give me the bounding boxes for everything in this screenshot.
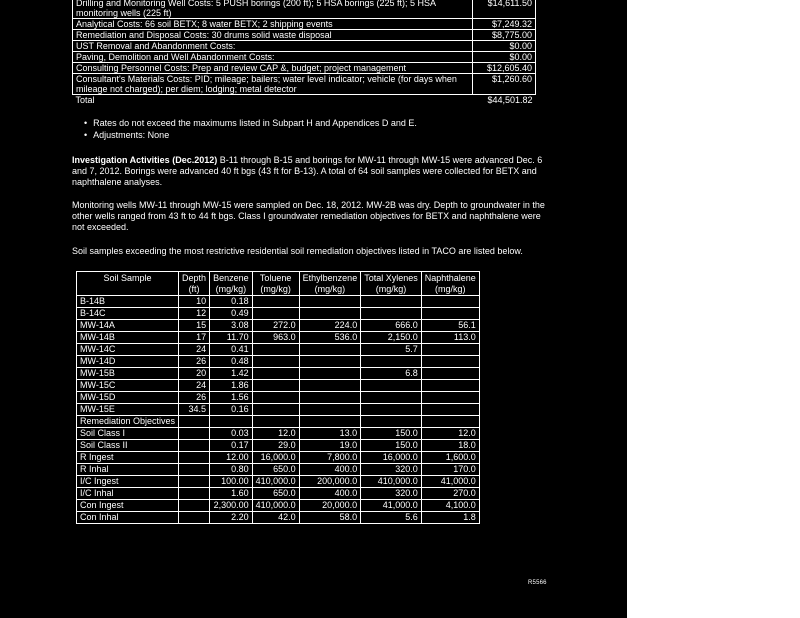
soil-column-header xyxy=(210,272,253,296)
sample-value: 224.0 xyxy=(299,320,361,332)
sample-value xyxy=(252,404,299,416)
sample-value xyxy=(421,344,479,356)
cost-amount: $14,611.50 xyxy=(473,0,536,19)
sample-value: 272.0 xyxy=(252,320,299,332)
sample-value: 10 xyxy=(179,296,210,308)
sample-value xyxy=(361,380,422,392)
sample-value xyxy=(421,404,479,416)
sample-id: MW-14A xyxy=(77,320,179,332)
objective-value: 20,000.0 xyxy=(299,500,361,512)
sample-value xyxy=(299,308,361,320)
note-item: • Rates do not exceed the maximums listed in Subpart H and Appendices D and E. xyxy=(84,117,417,129)
monitoring-paragraph: Monitoring wells MW-11 through MW-15 were sampled on Dec. 18, 2012. MW-2B was dry. Depth to groundwater in the other wells ranged from 43 ft to 44 ft bgs. Class I groundwater remediation objectives for BETX and naphthalene were not exceeded. xyxy=(72,200,545,232)
sample-value xyxy=(361,308,422,320)
empty-cell xyxy=(179,500,210,512)
sample-value xyxy=(421,356,479,368)
sample-value xyxy=(252,392,299,404)
soil-column-header xyxy=(179,272,210,296)
cost-amount: $8,775.00 xyxy=(473,30,536,41)
objective-value: 16,000.0 xyxy=(361,452,422,464)
soil-results-table xyxy=(76,271,480,524)
investigation-paragraph xyxy=(72,155,552,188)
objective-value: 650.0 xyxy=(252,464,299,476)
objectives-label: Remediation Objectives xyxy=(77,416,179,428)
cost-table xyxy=(72,0,536,105)
objective-value: 320.0 xyxy=(361,464,422,476)
objective-value: 200,000.0 xyxy=(299,476,361,488)
empty-cell xyxy=(179,440,210,452)
sample-value: 963.0 xyxy=(252,332,299,344)
objective-value: 5.6 xyxy=(361,512,422,524)
sample-value xyxy=(299,404,361,416)
sample-value: 0.41 xyxy=(210,344,253,356)
investigation-text: B-11 through B-15 and borings for MW-11 through MW-15 were advanced Dec. 6 and 7, 2012. Borings were advanced 40 ft bgs (43 ft for B-13). A total of 64 soil samples were collected for BETX and naphthalene analyses. xyxy=(72,155,543,187)
objective-value: 12.00 xyxy=(210,452,253,464)
objective-name: I/C Ingest xyxy=(77,476,179,488)
empty-cell xyxy=(252,416,299,428)
sample-value xyxy=(252,308,299,320)
cost-description: Paving, Demolition and Well Abandonment Costs: xyxy=(73,52,473,63)
soil-sample-row xyxy=(77,308,480,320)
sample-value: 0.16 xyxy=(210,404,253,416)
soil-intro-paragraph: Soil samples exceeding the most restrictive residential soil remediation objectives listed in TACO are listed below. xyxy=(72,246,523,256)
soil-sample-row xyxy=(77,380,480,392)
objective-value: 12.0 xyxy=(421,428,479,440)
sample-value: 34.5 xyxy=(179,404,210,416)
objective-value: 270.0 xyxy=(421,488,479,500)
cost-amount: $7,249.32 xyxy=(473,19,536,30)
objective-value: 12.0 xyxy=(252,428,299,440)
objective-row xyxy=(77,476,480,488)
sample-id: MW-15B xyxy=(77,368,179,380)
sample-value xyxy=(252,296,299,308)
soil-table-header-row xyxy=(77,272,480,296)
objective-value: 13.0 xyxy=(299,428,361,440)
sample-value: 2,150.0 xyxy=(361,332,422,344)
soil-table-body xyxy=(77,296,480,524)
page-stamp: R5566 xyxy=(528,580,547,586)
objectives-label-row xyxy=(77,416,480,428)
empty-cell xyxy=(361,416,422,428)
cost-description: Remediation and Disposal Costs: 30 drums solid waste disposal xyxy=(73,30,473,41)
cost-row xyxy=(73,19,536,30)
cost-amount: $12,605.40 xyxy=(473,63,536,74)
sample-id: MW-15D xyxy=(77,392,179,404)
sample-value: 12 xyxy=(179,308,210,320)
soil-sample-row xyxy=(77,356,480,368)
sample-value xyxy=(299,344,361,356)
cost-table-body xyxy=(73,0,536,105)
cost-total-label: Total xyxy=(75,95,95,105)
sample-value: 20 xyxy=(179,368,210,380)
cost-total-amount: $44,501.82 xyxy=(487,95,533,105)
sample-value: 56.1 xyxy=(421,320,479,332)
sample-value xyxy=(299,392,361,404)
cost-row xyxy=(73,30,536,41)
cost-amount: $1,260.60 xyxy=(473,74,536,95)
sample-value xyxy=(299,296,361,308)
cost-amount: $0.00 xyxy=(473,41,536,52)
objective-name: Soil Class II xyxy=(77,440,179,452)
column-name: Naphthalene xyxy=(424,273,476,283)
objective-value: 16,000.0 xyxy=(252,452,299,464)
sample-id: MW-14B xyxy=(77,332,179,344)
sample-value: 15 xyxy=(179,320,210,332)
sample-value xyxy=(361,404,422,416)
cost-row xyxy=(73,41,536,52)
soil-sample-row xyxy=(77,404,480,416)
objective-value: 0.03 xyxy=(210,428,253,440)
empty-cell xyxy=(179,488,210,500)
soil-sample-row xyxy=(77,296,480,308)
objective-value: 170.0 xyxy=(421,464,479,476)
objective-row xyxy=(77,440,480,452)
note-item: • Adjustments: None xyxy=(84,129,417,141)
sample-value: 17 xyxy=(179,332,210,344)
sample-value: 3.08 xyxy=(210,320,253,332)
objective-value: 650.0 xyxy=(252,488,299,500)
objective-row xyxy=(77,488,480,500)
objective-value: 410,000.0 xyxy=(252,476,299,488)
cost-row xyxy=(73,52,536,63)
sample-id: MW-14D xyxy=(77,356,179,368)
objective-value: 41,000.0 xyxy=(361,500,422,512)
soil-sample-row xyxy=(77,392,480,404)
sample-value: 0.49 xyxy=(210,308,253,320)
objective-value: 100.00 xyxy=(210,476,253,488)
sample-value: 0.18 xyxy=(210,296,253,308)
sample-value: 6.8 xyxy=(361,368,422,380)
empty-cell xyxy=(299,416,361,428)
sample-value xyxy=(421,380,479,392)
objective-value: 1.8 xyxy=(421,512,479,524)
sample-value: 536.0 xyxy=(299,332,361,344)
cost-description: Consultant's Materials Costs: PID; mileage; bailers; water level indicator; vehicle (for days when mileage not charged); per diem; lodging; metal detector xyxy=(73,74,473,95)
column-name: Soil Sample xyxy=(103,273,152,283)
objective-value: 2.20 xyxy=(210,512,253,524)
empty-cell xyxy=(179,428,210,440)
objective-value: 410,000.0 xyxy=(361,476,422,488)
objective-row xyxy=(77,452,480,464)
sample-value: 5.7 xyxy=(361,344,422,356)
soil-column-header xyxy=(77,272,179,296)
empty-cell xyxy=(210,416,253,428)
empty-cell xyxy=(179,416,210,428)
column-unit: (mg/kg) xyxy=(260,284,291,294)
cost-row xyxy=(73,63,536,74)
objective-value: 1,600.0 xyxy=(421,452,479,464)
cost-description: UST Removal and Abandonment Costs: xyxy=(73,41,473,52)
objective-value: 320.0 xyxy=(361,488,422,500)
objective-name: Con Inhal xyxy=(77,512,179,524)
objective-value: 150.0 xyxy=(361,440,422,452)
sample-value xyxy=(361,392,422,404)
objective-row xyxy=(77,512,480,524)
objective-value: 2,300.00 xyxy=(210,500,253,512)
sample-value xyxy=(421,368,479,380)
sample-value xyxy=(361,356,422,368)
empty-cell xyxy=(179,512,210,524)
sample-value: 113.0 xyxy=(421,332,479,344)
objective-value: 19.0 xyxy=(299,440,361,452)
objective-row xyxy=(77,428,480,440)
column-unit: (mg/kg) xyxy=(375,284,407,294)
cost-description: Analytical Costs: 66 soil BETX; 8 water BETX; 2 shipping events xyxy=(73,19,473,30)
objective-name: Con Ingest xyxy=(77,500,179,512)
sample-value xyxy=(421,296,479,308)
sample-value: 24 xyxy=(179,344,210,356)
objective-value: 41,000.0 xyxy=(421,476,479,488)
objective-value: 0.80 xyxy=(210,464,253,476)
objective-value: 150.0 xyxy=(361,428,422,440)
objective-value: 410,000.0 xyxy=(252,500,299,512)
objective-name: I/C Inhal xyxy=(77,488,179,500)
column-name: Ethylbenzene xyxy=(302,273,358,283)
cost-row xyxy=(73,0,536,19)
objective-value: 58.0 xyxy=(299,512,361,524)
notes-list xyxy=(84,117,417,141)
sample-id: MW-15E xyxy=(77,404,179,416)
objective-name: R Inhal xyxy=(77,464,179,476)
sample-value: 26 xyxy=(179,356,210,368)
empty-cell xyxy=(179,452,210,464)
objective-value: 7,800.0 xyxy=(299,452,361,464)
empty-cell xyxy=(179,464,210,476)
column-unit: (ft) xyxy=(188,284,200,294)
objective-value: 0.17 xyxy=(210,440,253,452)
sample-value xyxy=(299,356,361,368)
sample-id: B-14B xyxy=(77,296,179,308)
objective-value: 18.0 xyxy=(421,440,479,452)
soil-sample-row xyxy=(77,320,480,332)
sample-value: 0.48 xyxy=(210,356,253,368)
sample-id: MW-14C xyxy=(77,344,179,356)
soil-sample-row xyxy=(77,344,480,356)
sample-value: 1.56 xyxy=(210,392,253,404)
objective-value: 42.0 xyxy=(252,512,299,524)
sample-value xyxy=(299,368,361,380)
sample-value xyxy=(299,380,361,392)
column-unit: (mg/kg) xyxy=(215,284,247,294)
objective-row xyxy=(77,464,480,476)
column-unit: (mg/kg) xyxy=(435,284,466,294)
column-name: Toluene xyxy=(259,273,292,283)
sample-value xyxy=(421,392,479,404)
objective-value: 400.0 xyxy=(299,464,361,476)
sample-value: 11.70 xyxy=(210,332,253,344)
column-name: Total Xylenes xyxy=(364,273,418,283)
objective-value: 29.0 xyxy=(252,440,299,452)
objective-value: 400.0 xyxy=(299,488,361,500)
empty-cell xyxy=(179,476,210,488)
column-unit: (mg/kg) xyxy=(314,284,346,294)
soil-sample-row xyxy=(77,332,480,344)
objective-name: R Ingest xyxy=(77,452,179,464)
sample-value xyxy=(252,344,299,356)
sample-value xyxy=(361,296,422,308)
column-name: Depth xyxy=(182,273,207,283)
cost-total-row xyxy=(73,95,536,106)
sample-value: 1.86 xyxy=(210,380,253,392)
sample-value: 26 xyxy=(179,392,210,404)
cost-row xyxy=(73,74,536,95)
cost-description: Drilling and Monitoring Well Costs: 5 PUSH borings (200 ft); 5 HSA borings (225 ft); 5 HSA monitoring wells (225 ft) xyxy=(73,0,473,19)
sample-value: 666.0 xyxy=(361,320,422,332)
sample-value xyxy=(252,368,299,380)
empty-cell xyxy=(421,416,479,428)
sample-value: 1.42 xyxy=(210,368,253,380)
soil-sample-row xyxy=(77,368,480,380)
sample-id: B-14C xyxy=(77,308,179,320)
objective-row xyxy=(77,500,480,512)
cost-description: Consulting Personnel Costs: Prep and review CAP &, budget; project management xyxy=(73,63,473,74)
column-name: Benzene xyxy=(213,273,249,283)
soil-column-header xyxy=(361,272,422,296)
investigation-heading: Investigation Activities (Dec.2012) xyxy=(72,155,218,165)
sample-id: MW-15C xyxy=(77,380,179,392)
sample-value xyxy=(421,308,479,320)
soil-column-header xyxy=(421,272,479,296)
sample-value xyxy=(252,380,299,392)
soil-column-header xyxy=(252,272,299,296)
objective-name: Soil Class I xyxy=(77,428,179,440)
sample-value: 24 xyxy=(179,380,210,392)
cost-amount: $0.00 xyxy=(473,52,536,63)
soil-column-header xyxy=(299,272,361,296)
sample-value xyxy=(252,356,299,368)
objective-value: 1.60 xyxy=(210,488,253,500)
objective-value: 4,100.0 xyxy=(421,500,479,512)
